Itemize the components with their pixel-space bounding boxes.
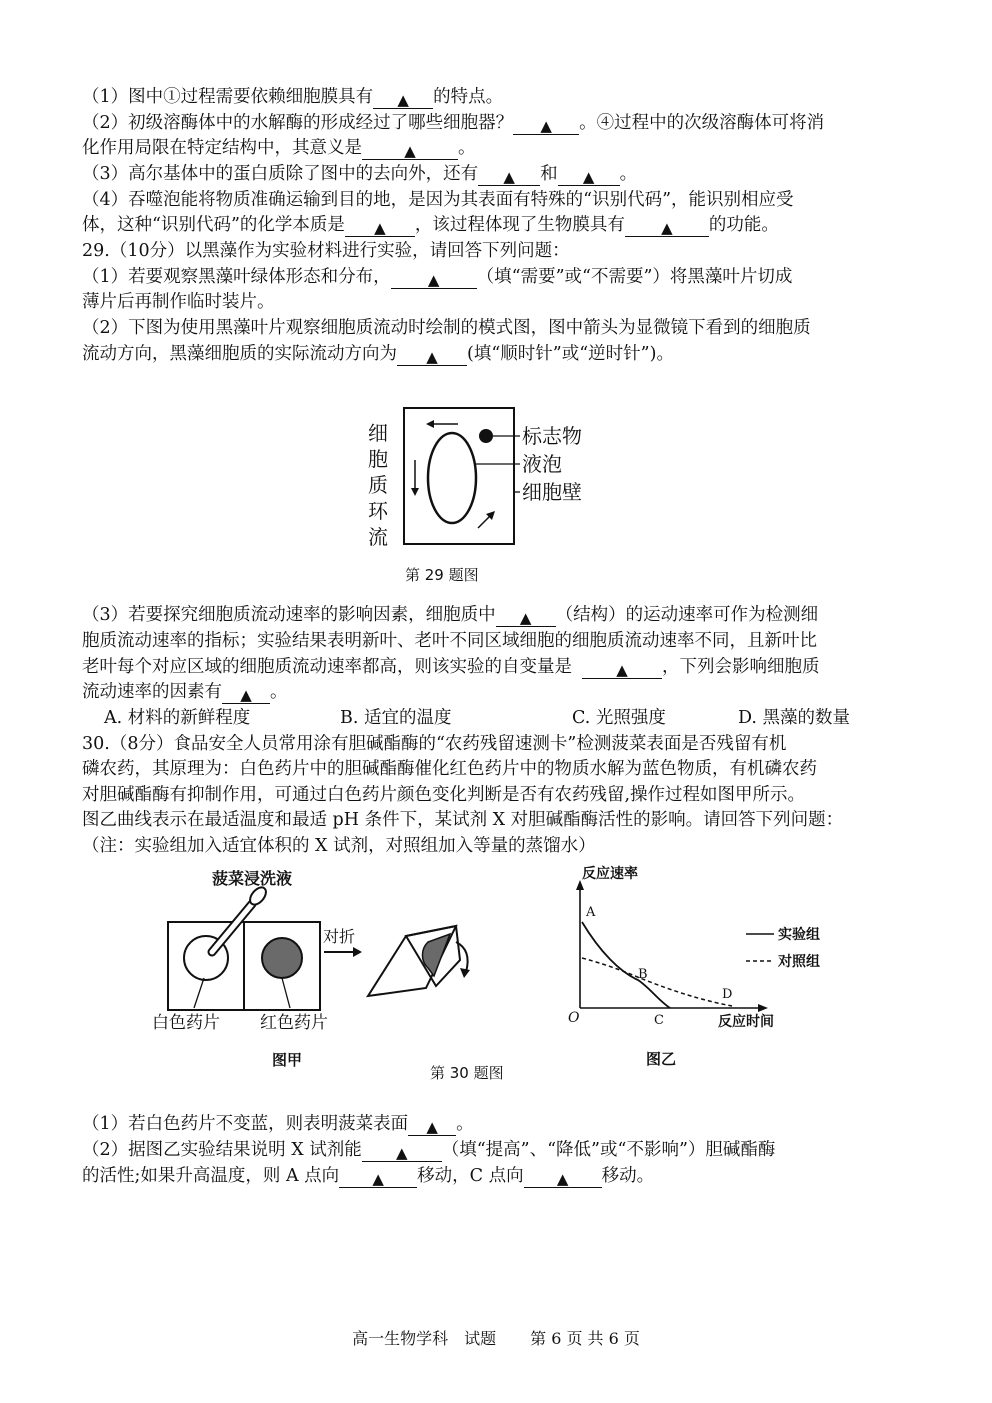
- answer-blank[interactable]: ▲: [222, 683, 270, 704]
- punct: 。: [458, 138, 476, 158]
- x-axis-arrow-icon: [758, 1004, 768, 1012]
- choice-d[interactable]: D. 黑藻的数量: [738, 708, 851, 728]
- q28-p3-text: （3）高尔基体中的蛋白质除了图中的去向外，还有: [82, 164, 479, 184]
- q28-p2-text-end: 。④过程中的次级溶酶体可将消: [579, 113, 825, 133]
- q29-p1-text: （1）若要观察黑藻叶绿体形态和分布，: [82, 267, 391, 287]
- cell-wall-rect: [404, 408, 514, 544]
- q30-p2-text5: 移动。: [601, 1166, 655, 1186]
- punct: 。: [619, 164, 638, 184]
- q28-p1-text-end: 的特点。: [433, 87, 504, 107]
- q30-p2-text2: （填“提高”、“降低”或“不影响”）胆碱酯酶: [441, 1140, 776, 1160]
- fig-left-label-4: 环: [368, 499, 388, 523]
- q29-part2: （2）下图为使用黑藻叶片观察细胞质流动时绘制的模式图，图中箭头为显微镜下看到的细胞质: [82, 318, 811, 338]
- experiment-curve: [582, 922, 670, 1008]
- fig29-caption: 第 29 题图: [405, 566, 479, 584]
- x-axis-label: 反应时间: [718, 1014, 774, 1030]
- q28-part2-cont: [82, 136, 922, 160]
- q29-part3: [82, 603, 922, 627]
- fig-left-label-1: 细: [368, 421, 388, 445]
- test-card-figure: [152, 860, 500, 1070]
- footer-page-number: 第 6 页 共 6 页: [530, 1329, 640, 1348]
- q28-part4-cont: [82, 213, 922, 237]
- choice-b[interactable]: B. 适宜的温度: [340, 708, 452, 728]
- arrow-right-icon: [353, 947, 362, 957]
- q30-part2: [82, 1138, 922, 1162]
- q29-p2-text2: (填“顺时针”或“逆时针”)。: [467, 344, 674, 364]
- cytoplasm-flow-figure: [360, 400, 620, 560]
- fig-left-label-5: 流: [368, 525, 388, 549]
- q29-part3-cont2: [82, 655, 922, 679]
- q30-line4: 图乙曲线表示在最适温度和最适 pH 条件下，某试剂 X 对胆碱酯酶活性的影响。请回答下列问题：: [82, 810, 844, 830]
- q28-part3: [82, 162, 922, 186]
- point-d-label: D: [722, 987, 733, 1002]
- answer-blank[interactable]: ▲: [496, 606, 556, 627]
- red-tablet: [262, 938, 302, 978]
- y-axis-label: 反应速率: [582, 866, 638, 882]
- fig-left-label-3: 质: [368, 473, 388, 497]
- q29-part3-cont3: [82, 680, 922, 704]
- q30-line5: （注：实验组加入适宜体积的 X 试剂，对照组加入等量的蒸馏水）: [82, 836, 596, 856]
- punct: 。: [456, 1114, 474, 1134]
- answer-blank[interactable]: ▲: [373, 88, 433, 109]
- q29-p3-text: （3）若要探究细胞质流动速率的影响因素，细胞质中: [82, 605, 496, 625]
- red-tablet-label: 红色药片: [260, 1013, 328, 1033]
- answer-blank[interactable]: ▲: [362, 1141, 442, 1162]
- q30-p2-text4: 移动，C 点向: [417, 1166, 524, 1186]
- rotate-arrow-icon: [460, 968, 470, 978]
- dropper-icon: [212, 884, 269, 952]
- page-footer: [0, 1326, 992, 1349]
- q30-part1: [82, 1112, 922, 1136]
- answer-blank[interactable]: ▲: [362, 139, 458, 160]
- answer-blank[interactable]: ▲: [391, 268, 477, 289]
- marker-label: 标志物: [522, 424, 582, 448]
- arrow-down-icon: [411, 488, 419, 496]
- q30-part2-cont: [82, 1164, 922, 1188]
- reaction-rate-chart: [560, 860, 850, 1070]
- spinach-liquid-label: 菠菜浸洗液: [212, 869, 293, 888]
- answer-blank[interactable]: ▲: [582, 658, 662, 679]
- control-curve: [582, 958, 732, 1006]
- answer-blank[interactable]: ▲: [408, 1115, 456, 1136]
- q30-line3: 对胆碱酯酶有抑制作用，可通过白色药片颜色变化判断是否有农药残留,操作过程如图甲所示。: [82, 785, 806, 805]
- q29-heading: 29.（10分）以黑藻作为实验材料进行实验，请回答下列问题：: [82, 241, 570, 261]
- footer-subject: 高一生物学科 试题: [352, 1329, 497, 1348]
- q29-part3-cont1: 胞质流动速率的指标；实验结果表明新叶、老叶不同区域细胞的细胞质流动速率不同，且新叶比: [82, 631, 817, 651]
- q30-p2-text3: 的活性;如果升高温度，则 A 点向: [82, 1166, 340, 1186]
- fig-b-title: 图乙: [646, 1050, 677, 1068]
- answer-blank[interactable]: ▲: [513, 114, 579, 135]
- answer-blank[interactable]: ▲: [339, 1167, 417, 1188]
- q29-p3-text5: 流动速率的因素有: [82, 682, 222, 702]
- q29-part2-cont: [82, 342, 922, 366]
- point-c-label: C: [654, 1013, 664, 1028]
- answer-blank[interactable]: ▲: [524, 1167, 602, 1188]
- point-a-label: A: [586, 905, 596, 920]
- white-tablet-label: 白色药片: [152, 1013, 220, 1033]
- q29-p2-text: 流动方向，黑藻细胞质的实际流动方向为: [82, 344, 397, 364]
- q29-p3-text4: ，下列会影响细胞质: [662, 657, 820, 677]
- q28-p4-text: （4）吞噬泡能将物质准确运输到目的地，是因为其表面有特殊的“识别代码”，能识别相应受: [82, 190, 794, 210]
- answer-blank[interactable]: ▲: [625, 216, 709, 237]
- q29-part1: [82, 265, 922, 289]
- origin-label: O: [568, 1010, 580, 1026]
- q28-p1-text: （1）图中①过程需要依赖细胞膜具有: [82, 87, 374, 107]
- choice-c[interactable]: C. 光照强度: [572, 708, 666, 728]
- q28-part4: [82, 188, 922, 212]
- answer-blank[interactable]: ▲: [558, 165, 620, 186]
- marker-dot: [479, 429, 493, 443]
- q29-p1-text2: （填“需要”或“不需要”）将黑藻叶片切成: [476, 267, 793, 287]
- conj: 和: [540, 164, 558, 184]
- cell-wall-label: 细胞壁: [522, 480, 582, 504]
- q28-part1: [82, 85, 922, 109]
- q30-p2-text: （2）据图乙实验结果说明 X 试剂能: [82, 1140, 362, 1160]
- arrow-left-icon: [426, 420, 434, 428]
- q30-p1-text: （1）若白色药片不变蓝，则表明菠菜表面: [82, 1114, 409, 1134]
- fig30-caption: 第 30 题图: [430, 1064, 504, 1082]
- vacuole-ellipse: [428, 433, 476, 523]
- q28-p4-text2: 体，这种“识别代码”的化学本质是: [82, 215, 345, 235]
- legend-control: 对照组: [778, 954, 820, 970]
- fold-label: 对折: [323, 927, 356, 946]
- q28-part2: [82, 111, 922, 135]
- answer-blank[interactable]: ▲: [345, 216, 415, 237]
- q28-p2-text: （2）初级溶酶体中的水解酶的形成经过了哪些细胞器？: [82, 113, 514, 133]
- fig-a-title: 图甲: [272, 1051, 303, 1069]
- q30-line1: 30.（8分）食品安全人员常用涂有胆碱酯酶的“农药残留速测卡”检测菠菜表面是否残留有机: [82, 734, 787, 754]
- q28-p4-text3: ，该过程体现了生物膜具有: [414, 215, 625, 235]
- answer-blank[interactable]: ▲: [397, 345, 467, 366]
- answer-blank[interactable]: ▲: [478, 165, 540, 186]
- q28-p4-text4: 的功能。: [708, 215, 779, 235]
- q29-p3-text2: （结构）的运动速率可作为检测细: [555, 605, 819, 625]
- fig-left-label-2: 胞: [368, 447, 388, 471]
- legend-experiment: 实验组: [778, 927, 820, 943]
- punct: 。: [270, 682, 288, 702]
- q28-p2-text2: 化作用局限在特定结构中，其意义是: [82, 138, 362, 158]
- choice-a[interactable]: A. 材料的新鲜程度: [104, 708, 251, 728]
- point-b-label: B: [638, 967, 648, 982]
- q30-line2: 磷农药，其原理为：白色药片中的胆碱酯酶催化红色药片中的物质水解为蓝色物质，有机磷农药: [82, 759, 817, 779]
- q29-p3-text3: 老叶每个对应区域的细胞质流动速率都高，则该实验的自变量是: [82, 657, 572, 677]
- q29-choices: [104, 706, 944, 730]
- q29-part1-cont: 薄片后再制作临时装片。: [82, 292, 275, 312]
- vacuole-label: 液泡: [522, 452, 562, 476]
